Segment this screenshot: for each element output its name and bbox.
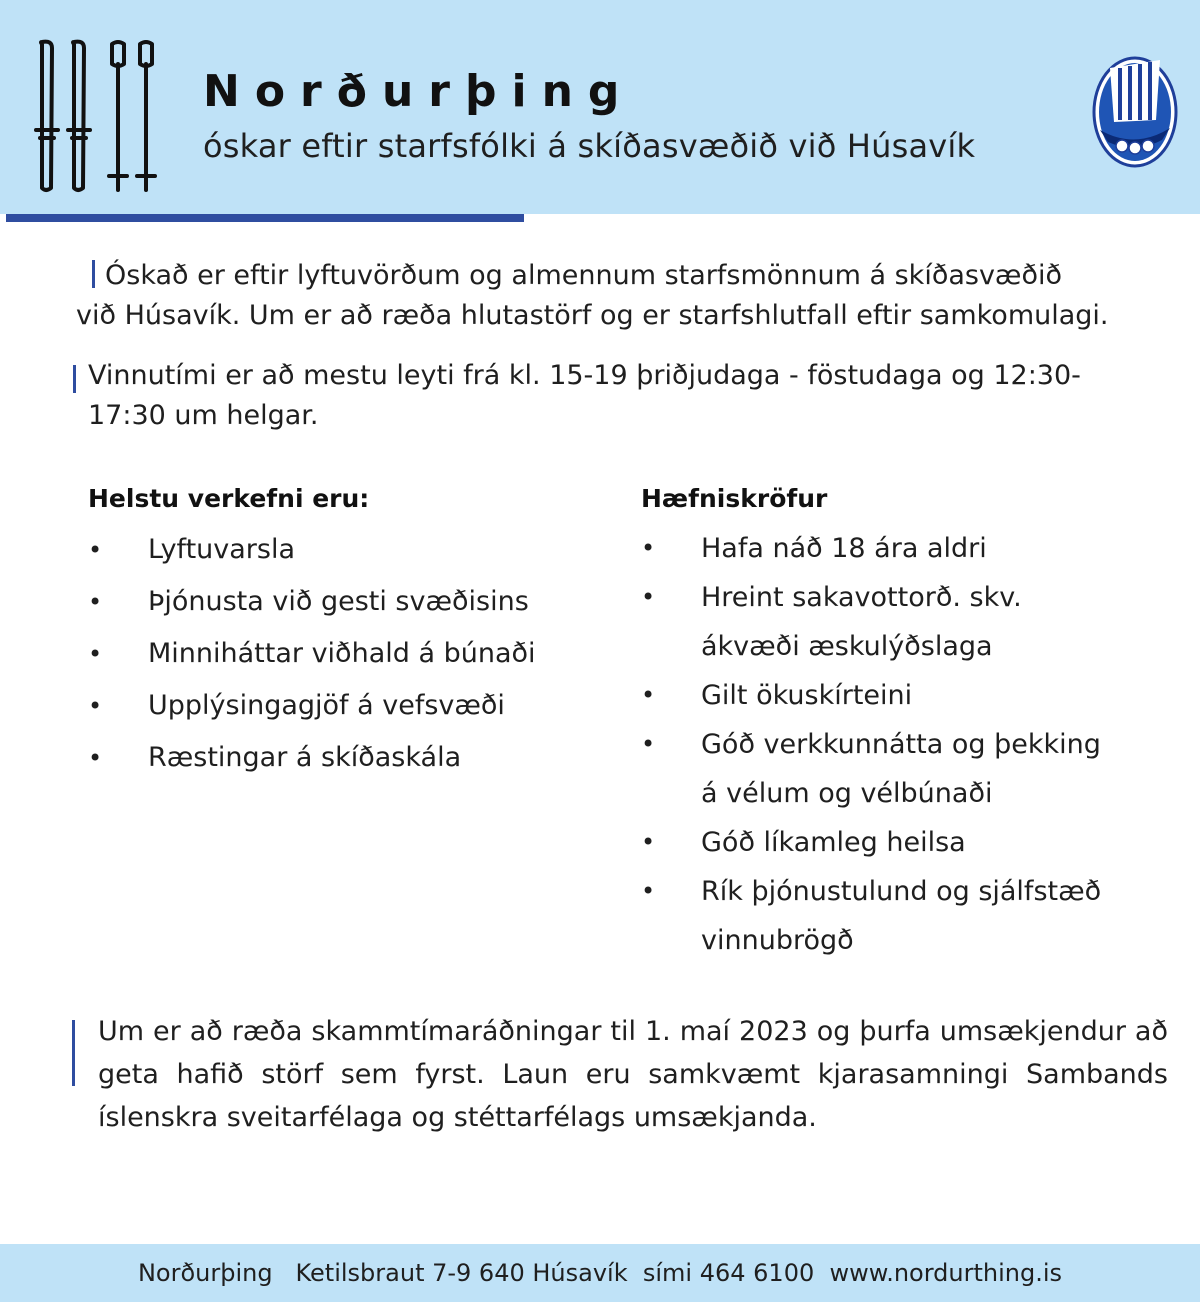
footer-contact [0, 1244, 1200, 1302]
list-item [641, 720, 1181, 818]
list-item-text: Góð verkkunnátta og þekking [701, 729, 1101, 760]
list-item-text-cont: vinnubrögð [701, 925, 854, 956]
intro-p1-line2: við Húsavík. Um er að ræða hlutastörf og er starfshlutfall eftir samkomulagi. [76, 300, 1109, 331]
list-item [641, 524, 1181, 573]
list-item-text: Hafa náð 18 ára aldri [701, 533, 987, 564]
footer-website-link[interactable]: www.nordurthing.is [829, 1259, 1063, 1287]
closing-paragraph: Um er að ræða skammtímaráðningar til 1. maí 2023 og þurfa umsækjendur að geta hafið störf sem fyrst. Laun eru samkvæmt kjarasamningi Sambands íslenskra sveitarfélaga og stéttarfélags umsækjanda. [98, 1016, 1168, 1133]
accent-bar [73, 365, 76, 393]
list-item [641, 671, 1181, 720]
accent-bar [72, 1020, 75, 1086]
page-subtitle: óskar eftir starfsfólki á skíðasvæðið við Húsavík [203, 127, 976, 165]
list-item-text: Góð líkamleg heilsa [701, 827, 966, 858]
intro-paragraph-1 [92, 256, 1162, 296]
footer-org-name: Norðurþing [137, 1259, 273, 1287]
intro-p2-line2: 17:30 um helgar. [88, 400, 319, 431]
list-item: • Minniháttar viðhald á búnaði [88, 628, 588, 680]
footer-phone: sími 464 6100 [642, 1259, 815, 1287]
list-item [641, 573, 1181, 671]
list-item-text-cont: á vélum og vélbúnaði [701, 778, 993, 809]
intro-p1-line1: Óskað er eftir lyftuvörðum og almennum starfsmönnum á skíðasvæðið [105, 260, 1062, 291]
list-item-text-cont: ákvæði æskulýðslaga [701, 631, 993, 662]
header-accent-rule [6, 214, 524, 222]
footer-band [0, 1244, 1200, 1302]
list-item: • Þjónusta við gesti svæðisins [88, 576, 588, 628]
list-item: • Upplýsingagjöf á vefsvæði [88, 680, 588, 732]
tasks-list [88, 524, 588, 784]
list-item [641, 867, 1181, 965]
footer-address: Ketilsbraut 7-9 640 Húsavík [295, 1259, 628, 1287]
intro-paragraph-2 [88, 356, 1168, 436]
list-item: • Lyftuvarsla [88, 524, 588, 576]
intro-paragraph-1-cont [76, 296, 1176, 336]
municipal-crest-logo [1090, 50, 1180, 168]
list-item-text: Rík þjónustulund og sjálfstæð [701, 876, 1102, 907]
requirements-list [641, 524, 1181, 965]
list-item [641, 818, 1181, 867]
skis-and-poles-icon [30, 38, 170, 196]
list-item-text: Hreint sakavottorð. skv. [701, 582, 1022, 613]
header-band [0, 0, 1200, 214]
list-item-text: Gilt ökuskírteini [701, 680, 913, 711]
requirements-heading: Hæfniskröfur [641, 484, 828, 513]
org-name: Norðurþing [203, 66, 635, 117]
intro-p2-line1: Vinnutími er að mestu leyti frá kl. 15-19 þriðjudaga - föstudaga og 12:30- [88, 360, 1081, 391]
tasks-heading: Helstu verkefni eru: [88, 484, 370, 513]
list-item: • Ræstingar á skíðaskála [88, 732, 588, 784]
accent-bar [92, 260, 95, 288]
